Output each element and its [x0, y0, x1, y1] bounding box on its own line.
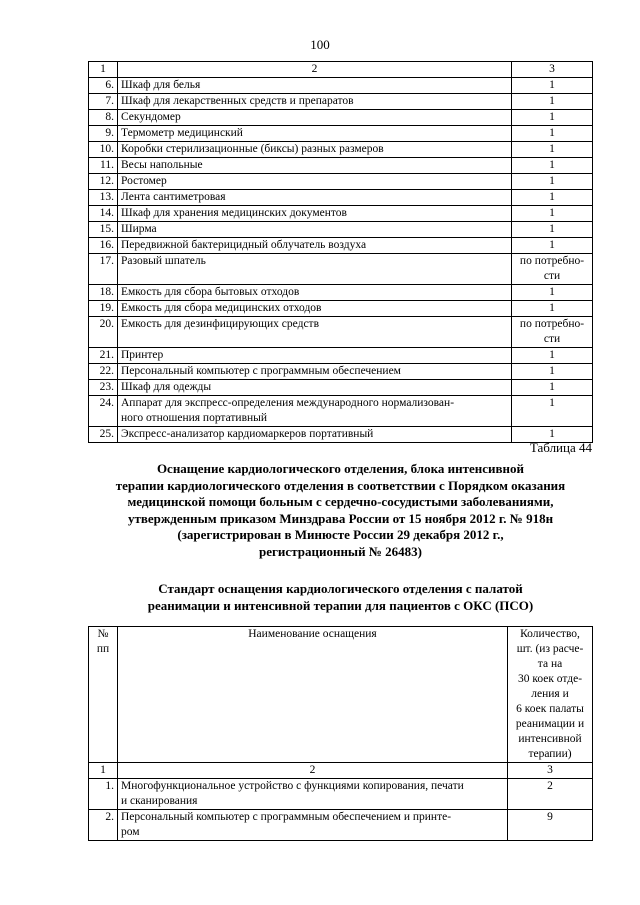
row-number: 17.: [89, 254, 118, 285]
row-quantity: 1: [512, 348, 593, 364]
row-number: 15.: [89, 222, 118, 238]
row-number: 10.: [89, 142, 118, 158]
row-quantity: 2: [508, 779, 593, 810]
row-number: 7.: [89, 94, 118, 110]
row-quantity: 1: [512, 285, 593, 301]
row-name: Коробки стерилизационные (биксы) разных размеров: [118, 142, 512, 158]
table-label: Таблица 44: [529, 440, 592, 455]
table-row: [89, 396, 593, 427]
index-cell: 3: [512, 62, 593, 78]
table-row: [89, 206, 593, 222]
row-name: Шкаф для лекарственных средств и препаратов: [118, 94, 512, 110]
column-header-number: № пп: [89, 627, 118, 763]
row-number: 23.: [89, 380, 118, 396]
row-number: 2.: [89, 810, 118, 841]
row-name: Разовый шпатель: [118, 254, 512, 285]
row-number: 9.: [89, 126, 118, 142]
row-number: 21.: [89, 348, 118, 364]
table-row: [89, 94, 593, 110]
row-quantity: 1: [512, 238, 593, 254]
table-row: [89, 222, 593, 238]
row-number: 8.: [89, 110, 118, 126]
row-quantity: 1: [512, 206, 593, 222]
table-row: [89, 380, 593, 396]
index-cell: 1: [89, 62, 118, 78]
row-name: Ширма: [118, 222, 512, 238]
row-number: 20.: [89, 317, 118, 348]
index-cell: 2: [118, 763, 508, 779]
table-row: [89, 348, 593, 364]
row-quantity: 1: [512, 222, 593, 238]
row-name: Лента сантиметровая: [118, 190, 512, 206]
table-header-row: [89, 627, 593, 763]
table-row: [89, 158, 593, 174]
row-name: Персональный компьютер с программным обеспечением и принте- ром: [118, 810, 508, 841]
row-quantity: 1: [512, 110, 593, 126]
row-name: Ростомер: [118, 174, 512, 190]
row-name: Емкость для сбора бытовых отходов: [118, 285, 512, 301]
row-name: Передвижной бактерицидный облучатель воздуха: [118, 238, 512, 254]
row-quantity: по потребно- сти: [512, 254, 593, 285]
row-name: Многофункциональное устройство с функциями копирования, печати и сканирования: [118, 779, 508, 810]
row-quantity: 1: [512, 427, 593, 443]
row-quantity: 1: [512, 94, 593, 110]
row-number: 12.: [89, 174, 118, 190]
index-cell: 3: [508, 763, 593, 779]
row-quantity: 1: [512, 174, 593, 190]
table-row: [89, 427, 593, 443]
table-row: [89, 254, 593, 285]
table-row: [89, 142, 593, 158]
table-row: [89, 174, 593, 190]
table-row: [89, 810, 593, 841]
row-quantity: по потребно- сти: [512, 317, 593, 348]
row-quantity: 1: [512, 190, 593, 206]
row-number: 18.: [89, 285, 118, 301]
row-quantity: 1: [512, 78, 593, 94]
row-number: 11.: [89, 158, 118, 174]
row-name: Шкаф для белья: [118, 78, 512, 94]
row-number: 16.: [89, 238, 118, 254]
row-name: Емкость для сбора медицинских отходов: [118, 301, 512, 317]
row-quantity: 1: [512, 301, 593, 317]
table-row: [89, 779, 593, 810]
standard-title: Стандарт оснащения кардиологического отделения с палатой реанимации и интенсивной терапии для пациентов с ОКС (ПСО): [147, 581, 534, 613]
row-name: Принтер: [118, 348, 512, 364]
row-name: Аппарат для экспресс-определения международного нормализован- ного отношения портативный: [118, 396, 512, 427]
row-quantity: 1: [512, 126, 593, 142]
table-row: [89, 317, 593, 348]
row-name: Секундомер: [118, 110, 512, 126]
row-number: 19.: [89, 301, 118, 317]
table-row: [89, 110, 593, 126]
row-name: Шкаф для одежды: [118, 380, 512, 396]
row-quantity: 1: [512, 380, 593, 396]
table-row: [89, 126, 593, 142]
row-number: 1.: [89, 779, 118, 810]
section-title: Оснащение кардиологического отделения, блока интенсивной терапии кардиологического отделения в соответствии с Порядком оказания медицинской помощи больным с сердечно-сосудистыми заболеваниями, утвержденным приказом Минздрава России от 15 ноября 2012 г. № 918н (зарегистрирован в Минюсте России 29 декабря 2012 г., регистрационный № 26483): [115, 461, 566, 559]
row-quantity: 1: [512, 142, 593, 158]
row-number: 14.: [89, 206, 118, 222]
table-row: [89, 301, 593, 317]
column-header-quantity: Количество, шт. (из расче- та на 30 коек отде- ления и 6 коек палаты реанимации и интенсивной терапии): [508, 627, 593, 763]
table-row: [89, 190, 593, 206]
row-name: Весы напольные: [118, 158, 512, 174]
page-number: 100: [310, 37, 330, 52]
table-row: [89, 285, 593, 301]
table-row: [89, 364, 593, 380]
column-header-name: Наименование оснащения: [118, 627, 508, 763]
row-number: 13.: [89, 190, 118, 206]
row-number: 6.: [89, 78, 118, 94]
index-cell: 2: [118, 62, 512, 78]
row-number: 25.: [89, 427, 118, 443]
index-cell: 1: [89, 763, 118, 779]
row-name: Термометр медицинский: [118, 126, 512, 142]
table-index-row: [89, 763, 593, 779]
row-quantity: 1: [512, 364, 593, 380]
equipment-table-continued: [88, 61, 593, 443]
row-name: Шкаф для хранения медицинских документов: [118, 206, 512, 222]
row-number: 22.: [89, 364, 118, 380]
table-row: [89, 78, 593, 94]
row-quantity: 1: [512, 158, 593, 174]
row-quantity: 1: [512, 396, 593, 427]
row-name: Емкость для дезинфицирующих средств: [118, 317, 512, 348]
row-number: 24.: [89, 396, 118, 427]
equipment-standard-table: [88, 626, 593, 841]
row-name: Персональный компьютер с программным обеспечением: [118, 364, 512, 380]
row-quantity: 9: [508, 810, 593, 841]
table-index-row: [89, 62, 593, 78]
table-row: [89, 238, 593, 254]
row-name: Экспресс-анализатор кардиомаркеров портативный: [118, 427, 512, 443]
